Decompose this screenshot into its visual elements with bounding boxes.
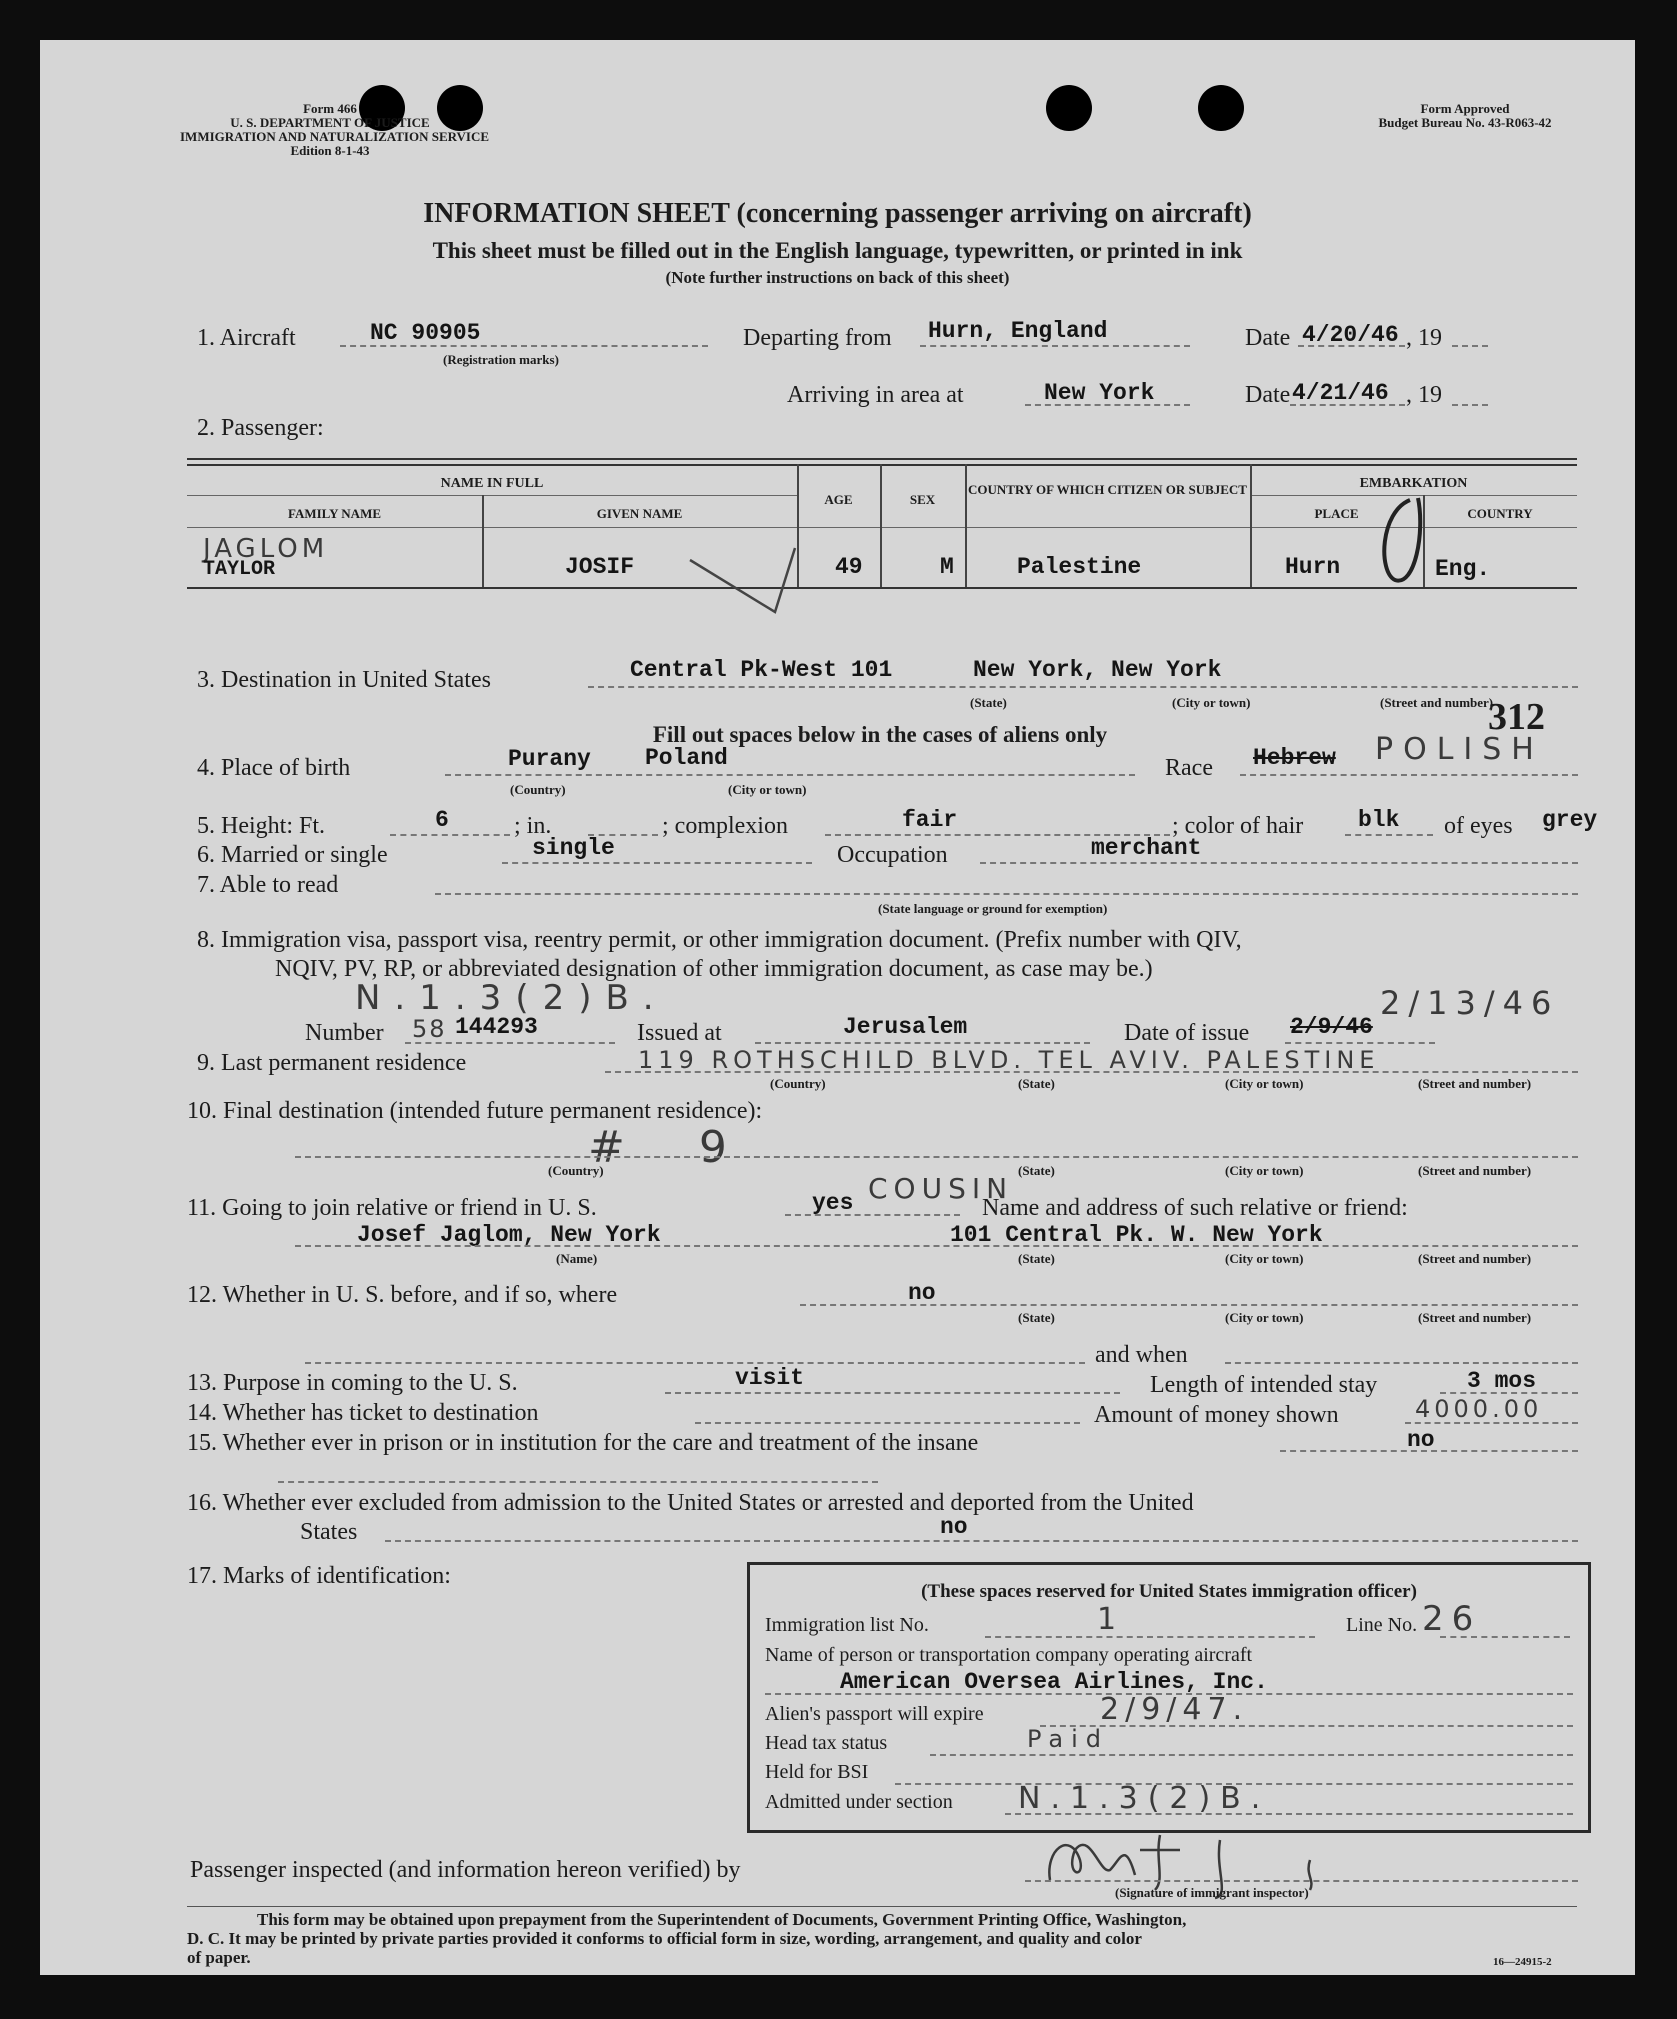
bsi-label: Held for BSI — [765, 1761, 869, 1783]
read-line — [435, 893, 1578, 895]
visa-hand: N.1.3(2)B. — [355, 978, 668, 1018]
race-label: Race — [1165, 755, 1213, 781]
passport-line — [1040, 1725, 1573, 1727]
residence-label: 9. Last permanent residence — [197, 1050, 467, 1076]
departing-label: Departing from — [743, 325, 892, 351]
occupation-label: Occupation — [837, 842, 948, 868]
table-bottom-rule — [187, 587, 1577, 589]
page-subtitle: This sheet must be filled out in the English language, typewritten, or printed in ink — [432, 238, 1243, 263]
family-name[interactable]: TAYLOR — [203, 558, 276, 581]
age-value[interactable]: 49 — [835, 554, 863, 580]
inspection-label: Passenger inspected (and information hereon verified) by — [190, 1857, 741, 1883]
race-value[interactable]: Hebrew — [1253, 745, 1336, 771]
issued-line — [755, 1042, 1090, 1044]
headtax-line — [930, 1754, 1573, 1756]
married-line — [502, 862, 812, 864]
caption-state: (State) — [1018, 1310, 1055, 1325]
date2-value[interactable]: 4/21/46 — [1292, 380, 1389, 406]
col-place: PLACE — [1314, 506, 1359, 521]
list-value[interactable]: 1 — [1097, 1602, 1123, 1637]
excluded-value[interactable]: no — [940, 1514, 968, 1540]
purpose-line — [665, 1392, 1120, 1394]
issue-date-line — [1285, 1042, 1435, 1044]
final-destination-line — [295, 1156, 1578, 1158]
form-number: Form 466 — [303, 101, 357, 116]
married-label: 6. Married or single — [197, 842, 388, 868]
country-value[interactable]: Eng. — [1435, 556, 1491, 582]
table-mid-rule — [187, 527, 1577, 528]
line-label: Line No. — [1346, 1614, 1418, 1636]
relative-name[interactable]: Josef Jaglom, New York — [357, 1222, 661, 1248]
complexion-label: ; complexion — [662, 813, 788, 839]
aliens-note: Fill out spaces below in the cases of aliens only — [652, 722, 1108, 747]
col-family: FAMILY NAME — [287, 506, 382, 521]
caption-state: (State) — [970, 695, 1007, 710]
col-sex: SEX — [909, 492, 936, 507]
occupation-line — [980, 862, 1578, 864]
residence-hand: 119 ROTHSCHILD BLVD. TEL AVIV. PALESTINE — [638, 1046, 1380, 1074]
footer-code: 16—24915-2 — [1493, 1956, 1552, 1968]
edition: Edition 8-1-43 — [290, 143, 370, 158]
number-hand: 58 — [412, 1015, 447, 1043]
operator-value[interactable]: American Oversea Airlines, Inc. — [840, 1669, 1268, 1695]
col-age: AGE — [824, 492, 853, 507]
form-sheet — [40, 40, 1635, 1975]
issued-value[interactable]: Jerusalem — [843, 1014, 968, 1040]
caption-city: (City or town) — [1225, 1163, 1304, 1178]
stay-value[interactable]: 3 mos — [1467, 1368, 1537, 1394]
department: U. S. DEPARTMENT OF JUSTICE — [230, 115, 430, 130]
destination-line — [588, 686, 1578, 688]
year-suffix2: , 19 — [1406, 382, 1442, 408]
issued-label: Issued at — [637, 1020, 722, 1046]
col-country: COUNTRY OF WHICH CITIZEN OR SUBJECT — [968, 482, 1247, 497]
stay-line — [1440, 1392, 1578, 1394]
excluded-label: 16. Whether ever excluded from admission to the United States or arrested and deported from the United — [187, 1490, 1194, 1516]
visa-label: 8. Immigration visa, passport visa, reentry permit, or other immigration document. (Prefix number with QIV, — [197, 927, 1242, 953]
caption-state: (State) — [1018, 1251, 1055, 1266]
section-value[interactable]: N.1.3(2)B. — [1018, 1781, 1271, 1816]
stay-label: Length of intended stay — [1150, 1372, 1378, 1398]
money-line — [1405, 1422, 1578, 1424]
passport-label: Alien's passport will expire — [765, 1703, 984, 1725]
headtax-label: Head tax status — [765, 1732, 888, 1754]
line-value[interactable]: 26 — [1422, 1599, 1482, 1639]
prison-value[interactable]: no — [1407, 1427, 1435, 1453]
footer-line-3: of paper. — [187, 1948, 251, 1967]
departing-value[interactable]: Hurn, England — [928, 318, 1108, 344]
caption-country: (Country) — [770, 1076, 826, 1091]
relative-line — [295, 1245, 1578, 1247]
prison-line-2 — [1280, 1450, 1578, 1452]
col-given: GIVEN NAME — [596, 506, 683, 521]
sex-value[interactable]: M — [940, 554, 954, 580]
ticket-label: 14. Whether has ticket to destination — [187, 1400, 539, 1426]
caption-city: (City or town) — [1225, 1251, 1304, 1266]
visa-label-2: NQIV, PV, RP, or abbreviated designation of other immigration document, as case may be.) — [275, 956, 1153, 982]
height-ft-line — [390, 834, 510, 836]
marks-label: 17. Marks of identification: — [187, 1563, 451, 1589]
caption-city: (City or town) — [1172, 695, 1251, 710]
number-value[interactable]: 144293 — [455, 1014, 538, 1040]
service-name: IMMIGRATION AND NATURALIZATION SERVICE — [180, 129, 490, 144]
final-destination-hand: # 9 — [588, 1122, 757, 1173]
check-mark — [680, 540, 800, 620]
departing-line — [920, 345, 1190, 347]
before-where-line — [305, 1362, 1085, 1364]
race-line — [1240, 774, 1578, 776]
form-approved: Form Approved — [1420, 101, 1510, 116]
caption-street: (Street and number) — [1418, 1310, 1532, 1325]
birth-country[interactable]: Purany — [508, 746, 591, 772]
operator-label: Name of person or transportation company operating aircraft — [765, 1644, 1253, 1666]
footer-rule — [187, 1906, 1577, 1907]
number-label: Number — [305, 1020, 384, 1046]
caption-street: (Street and number) — [1418, 1251, 1532, 1266]
date-value[interactable]: 4/20/46 — [1302, 322, 1399, 348]
hair-label: ; color of hair — [1172, 813, 1304, 839]
inspection-caption: (Signature of immigrant inspector) — [1115, 1885, 1309, 1900]
page-title: INFORMATION SHEET (concerning passenger arriving on aircraft) — [423, 198, 1252, 229]
ticket-line — [695, 1422, 1080, 1424]
complexion-value[interactable]: fair — [902, 807, 958, 833]
place-value[interactable]: Hurn — [1285, 554, 1341, 580]
col-country2: COUNTRY — [1467, 506, 1533, 521]
form-header-right — [1320, 102, 1610, 130]
officer-box — [747, 1562, 1591, 1833]
caption-street: (Street and number) — [1418, 1163, 1532, 1178]
married-value[interactable]: single — [532, 835, 615, 861]
date-line — [1298, 345, 1405, 347]
relative-yes-line — [785, 1214, 960, 1216]
eyes-value[interactable]: grey — [1542, 807, 1598, 833]
birthplace-label: 4. Place of birth — [197, 755, 351, 781]
caption-country: (Country) — [548, 1163, 604, 1178]
registration-caption: (Registration marks) — [443, 352, 559, 367]
table-top-rule — [187, 458, 1577, 460]
caption-city: (City or town) — [1225, 1076, 1304, 1091]
purpose-label: 13. Purpose in coming to the U. S. — [187, 1370, 518, 1396]
money-value[interactable]: 4000.00 — [1415, 1395, 1543, 1423]
punch-hole — [1046, 85, 1092, 131]
footer-line-2: D. C. It may be printed by private parties provided it conforms to official form in size, wording, arrangement, and quality and color — [187, 1929, 1142, 1948]
race-hand: POLISH — [1375, 732, 1544, 767]
col-embarkation: EMBARKATION — [1359, 476, 1468, 491]
aircraft-line — [340, 345, 708, 347]
height-label: 5. Height: Ft. — [197, 813, 326, 839]
given-name[interactable]: JOSIF — [565, 554, 635, 580]
birth-city[interactable]: Poland — [645, 745, 728, 771]
destination-city[interactable]: New York, New York — [973, 657, 1222, 683]
birthplace-line — [445, 774, 1135, 776]
issue-date-hand: 2/13/46 — [1380, 984, 1560, 1022]
stamp-number: 312 — [1488, 696, 1545, 738]
passport-value[interactable]: 2/9/47. — [1100, 1692, 1249, 1727]
caption-street: (Street and number) — [1380, 695, 1494, 710]
section-line — [1005, 1813, 1573, 1815]
table-header-rule — [187, 495, 797, 496]
before-value[interactable]: no — [908, 1280, 936, 1306]
eyes-label: of eyes — [1444, 813, 1513, 839]
relative-yes[interactable]: yes — [812, 1190, 854, 1216]
when-line — [1225, 1362, 1578, 1364]
caption-name: (Name) — [556, 1251, 598, 1266]
year-suffix: , 19 — [1406, 325, 1442, 351]
footer-line-1: This form may be obtained upon prepayment from the Superintendent of Documents, Government Printing Office, Washington, — [257, 1910, 1187, 1929]
form-header-left — [180, 101, 490, 158]
destination-street[interactable]: Central Pk-West 101 — [630, 657, 893, 683]
headtax-value[interactable]: Paid — [1027, 1725, 1110, 1753]
issue-date[interactable]: 2/9/46 — [1290, 1014, 1373, 1040]
line-line — [1440, 1636, 1570, 1638]
instruction-note: (Note further instructions on back of this sheet) — [665, 268, 1010, 287]
prison-line — [278, 1481, 878, 1483]
in-label: ; in. — [514, 813, 552, 839]
money-label: Amount of money shown — [1094, 1402, 1339, 1428]
aircraft-value[interactable]: NC 90905 — [370, 320, 481, 346]
citizen-value[interactable]: Palestine — [1017, 554, 1142, 580]
read-label: 7. Able to read — [197, 872, 339, 898]
hair-value[interactable]: blk — [1358, 807, 1400, 833]
issue-date-label: Date of issue — [1124, 1020, 1250, 1046]
section-label: Admitted under section — [765, 1791, 953, 1813]
number-line — [405, 1042, 615, 1044]
budget-number: Budget Bureau No. 43-R063-42 — [1378, 115, 1552, 130]
caption-country: (Country) — [510, 782, 566, 797]
date2-line — [1290, 404, 1405, 406]
final-destination-label: 10. Final destination (intended future permanent residence): — [187, 1098, 763, 1124]
year2-line — [1452, 404, 1488, 406]
date2-label: Date — [1245, 382, 1291, 408]
caption-state: (State) — [1018, 1076, 1055, 1091]
year-line — [1452, 345, 1488, 347]
col-name-in-full: NAME IN FULL — [440, 476, 544, 491]
arriving-label: Arriving in area at — [787, 382, 964, 408]
relative-address[interactable]: 101 Central Pk. W. New York — [950, 1222, 1323, 1248]
inspection-line — [1025, 1880, 1578, 1882]
arriving-line — [1025, 404, 1190, 406]
destination-label: 3. Destination in United States — [197, 667, 491, 693]
table-top-rule-2 — [187, 464, 1577, 466]
punch-hole — [1198, 85, 1244, 131]
officer-box-title: (These spaces reserved for United States immigration officer) — [921, 1581, 1417, 1602]
residence-line — [605, 1071, 1578, 1073]
arriving-value[interactable]: New York — [1044, 380, 1155, 406]
aircraft-label: 1. Aircraft — [197, 325, 296, 351]
relative-label: 11. Going to join relative or friend in U. S. — [187, 1195, 597, 1221]
hand-circle-mark — [1370, 492, 1430, 592]
purpose-value[interactable]: visit — [735, 1365, 805, 1391]
col-divider — [880, 464, 882, 587]
family-name-hand: JAGLOM — [203, 534, 329, 564]
relative-hand: COUSIN — [868, 1172, 1014, 1205]
passenger-label: 2. Passenger: — [197, 415, 324, 441]
caption-street: (Street and number) — [1418, 1076, 1532, 1091]
hair-line — [1345, 834, 1433, 836]
list-label: Immigration list No. — [765, 1614, 929, 1636]
before-line — [800, 1304, 1578, 1306]
caption-city: (City or town) — [728, 782, 807, 797]
excluded-label-2: States — [300, 1519, 358, 1545]
height-ft[interactable]: 6 — [435, 807, 449, 833]
list-line — [985, 1636, 1315, 1638]
caption-state: (State) — [1018, 1163, 1055, 1178]
prison-label: 15. Whether ever in prison or in institution for the care and treatment of the insane — [187, 1430, 979, 1456]
before-label: 12. Whether in U. S. before, and if so, where — [187, 1282, 618, 1308]
caption-city: (City or town) — [1225, 1310, 1304, 1325]
date-label: Date — [1245, 325, 1291, 351]
occupation-value[interactable]: merchant — [1091, 835, 1202, 861]
when-label: and when — [1095, 1342, 1188, 1368]
relative-name-label: Name and address of such relative or friend: — [982, 1195, 1408, 1221]
read-caption: (State language or ground for exemption) — [878, 901, 1108, 916]
excluded-line — [385, 1540, 1578, 1542]
footer-text — [187, 1910, 1186, 1967]
